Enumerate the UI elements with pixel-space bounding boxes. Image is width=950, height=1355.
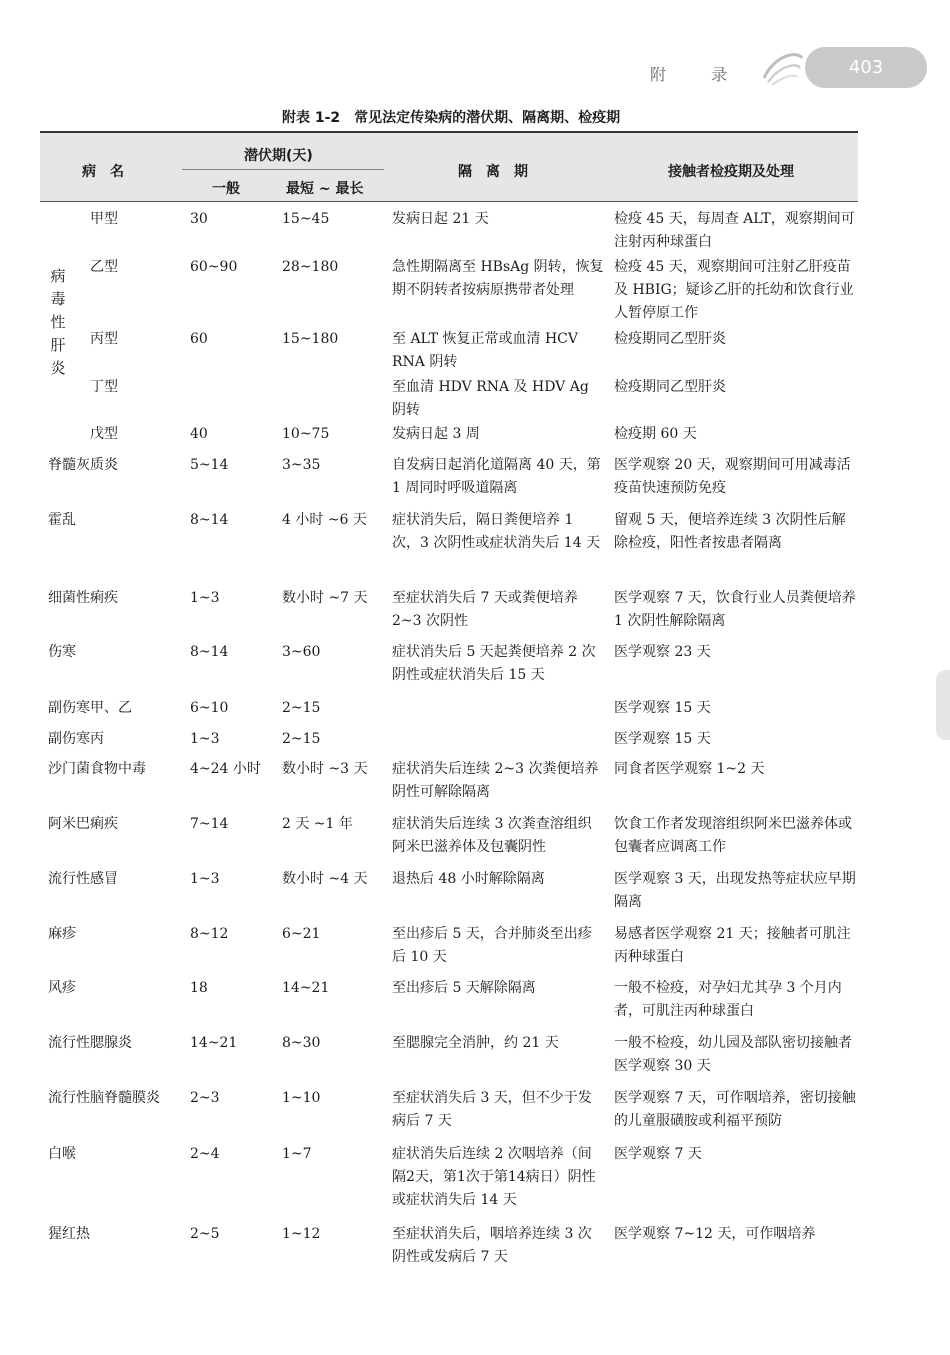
incubation-typical: 5~14 xyxy=(190,457,229,473)
quarantine-period: 易感者医学观察 21 天；接触者可肌注丙种球蛋白 xyxy=(614,926,851,965)
disease-name: 风疹 xyxy=(48,980,76,996)
isolation-period: 症状消失后，隔日粪便培养 1 次，3 次阴性或症状消失后 14 天 xyxy=(392,512,601,551)
incubation-typical: 8~12 xyxy=(190,926,229,942)
incubation-typical: 1~3 xyxy=(190,731,220,747)
quarantine-period: 饮食工作者发现溶组织阿米巴滋养体或包囊者应调离工作 xyxy=(614,816,852,855)
disease-name: 细菌性痢疾 xyxy=(48,590,118,606)
incubation-range: 4 小时 ~6 天 xyxy=(282,512,367,528)
disease-name: 霍乱 xyxy=(48,512,76,528)
incubation-range: 2~15 xyxy=(282,700,321,716)
incubation-range: 14~21 xyxy=(282,980,330,996)
incubation-typical: 8~14 xyxy=(190,512,229,528)
quarantine-period: 医学观察 7 天 xyxy=(614,1146,702,1162)
disease-name: 阿米巴痢疾 xyxy=(48,816,118,832)
incubation-typical: 14~21 xyxy=(190,1035,238,1051)
isolation-period: 至血清 HDV RNA 及 HDV Ag 阴转 xyxy=(392,379,589,418)
isolation-period: 至腮腺完全消肿，约 21 天 xyxy=(392,1035,559,1051)
incubation-typical: 60~90 xyxy=(190,259,238,275)
incubation-range: 数小时 ~4 天 xyxy=(282,871,368,887)
isolation-period: 发病日起 21 天 xyxy=(392,211,489,227)
table-header xyxy=(40,131,858,202)
header-quarantine: 接触者检疫期及处理 xyxy=(668,164,794,180)
disease-name: 副伤寒甲、乙 xyxy=(48,700,132,716)
page-edge-shadow xyxy=(936,670,950,740)
header-range: 最短 ~ 最长 xyxy=(286,181,364,197)
quarantine-period: 检疫期同乙型肝炎 xyxy=(614,379,726,395)
hepatitis-group-label: 病毒性肝炎 xyxy=(50,267,66,377)
quarantine-period: 检疫 45 天，观察期间可注射乙肝疫苗及 HBIG；疑诊乙肝的托幼和饮食行业人暂停原工作 xyxy=(614,259,854,321)
incubation-range: 1~7 xyxy=(282,1146,312,1162)
isolation-period: 至出疹后 5 天解除隔离 xyxy=(392,980,536,996)
quarantine-period: 医学观察 23 天 xyxy=(614,644,711,660)
disease-name: 麻疹 xyxy=(48,926,76,942)
incubation-typical: 8~14 xyxy=(190,644,229,660)
disease-name: 戊型 xyxy=(90,426,118,442)
quarantine-period: 留观 5 天，便培养连续 3 次阴性后解除检疫，阳性者按患者隔离 xyxy=(614,512,846,551)
incubation-range: 1~10 xyxy=(282,1090,321,1106)
incubation-range: 28~180 xyxy=(282,259,339,275)
disease-name: 乙型 xyxy=(90,259,118,275)
incubation-typical: 4~24 小时 xyxy=(190,761,261,777)
quarantine-period: 医学观察 7 天，可作咽培养，密切接触的儿童服磺胺或利福平预防 xyxy=(614,1090,856,1129)
incubation-range: 1~12 xyxy=(282,1226,321,1242)
disease-name: 白喉 xyxy=(48,1146,76,1162)
table-caption: 附表 1-2 常见法定传染病的潜伏期、隔离期、检疫期 xyxy=(282,110,621,126)
incubation-typical: 2~4 xyxy=(190,1146,220,1162)
disease-name: 流行性脑脊髓膜炎 xyxy=(48,1090,160,1106)
disease-name: 伤寒 xyxy=(48,644,76,660)
incubation-range: 3~60 xyxy=(282,644,321,660)
quarantine-period: 医学观察 20 天，观察期间可用减毒活疫苗快速预防免疫 xyxy=(614,457,851,496)
incubation-range: 数小时 ~3 天 xyxy=(282,761,368,777)
header-disease: 病 名 xyxy=(82,164,124,180)
isolation-period: 至症状消失后 3 天，但不少于发病后 7 天 xyxy=(392,1090,592,1129)
disease-name: 丁型 xyxy=(90,379,118,395)
disease-name: 甲型 xyxy=(90,211,118,227)
quarantine-period: 检疫 45 天，每周查 ALT，观察期间可注射丙种球蛋白 xyxy=(614,211,855,250)
header-incubation: 潜伏期(天) xyxy=(244,148,313,164)
disease-name: 副伤寒丙 xyxy=(48,731,104,747)
incubation-typical: 2~3 xyxy=(190,1090,220,1106)
isolation-period: 症状消失后 5 天起粪便培养 2 次阴性或症状消失后 15 天 xyxy=(392,644,596,683)
incubation-typical: 18 xyxy=(190,980,208,996)
quarantine-period: 一般不检疫，对孕妇尤其孕 3 个月内者，可肌注丙种球蛋白 xyxy=(614,980,842,1019)
incubation-typical: 7~14 xyxy=(190,816,229,832)
isolation-period: 退热后 48 小时解除隔离 xyxy=(392,871,545,887)
header-isolation: 隔 离 期 xyxy=(458,164,528,180)
isolation-period: 至症状消失后 7 天或粪便培养 2~3 次阴性 xyxy=(392,590,578,629)
incubation-range: 6~21 xyxy=(282,926,321,942)
incubation-range: 15~45 xyxy=(282,211,330,227)
quarantine-period: 医学观察 15 天 xyxy=(614,700,711,716)
isolation-period: 症状消失后连续 2~3 次粪便培养阴性可解除隔离 xyxy=(392,761,599,800)
isolation-period: 至 ALT 恢复正常或血清 HCV RNA 阴转 xyxy=(392,331,578,370)
isolation-period: 症状消失后连续 3 次粪查溶组织阿米巴滋养体及包囊阴性 xyxy=(392,816,592,855)
isolation-period: 自发病日起消化道隔离 40 天，第 1 周同时呼吸道隔离 xyxy=(392,457,601,496)
incubation-typical: 30 xyxy=(190,211,208,227)
isolation-period: 发病日起 3 周 xyxy=(392,426,480,442)
disease-name: 流行性腮腺炎 xyxy=(48,1035,132,1051)
incubation-typical: 1~3 xyxy=(190,871,220,887)
incubation-typical: 2~5 xyxy=(190,1226,220,1242)
isolation-period: 至出疹后 5 天，合并肺炎至出疹后 10 天 xyxy=(392,926,592,965)
incubation-typical: 1~3 xyxy=(190,590,220,606)
section-title: 附 录 xyxy=(650,65,748,84)
isolation-period: 至症状消失后，咽培养连续 3 次阴性或发病后 7 天 xyxy=(392,1226,592,1265)
incubation-range: 8~30 xyxy=(282,1035,321,1051)
incubation-typical: 6~10 xyxy=(190,700,229,716)
quarantine-period: 医学观察 15 天 xyxy=(614,731,711,747)
quarantine-period: 同食者医学观察 1~2 天 xyxy=(614,761,765,777)
isolation-period: 急性期隔离至 HBsAg 阴转，恢复期不阴转者按病原携带者处理 xyxy=(392,259,604,298)
incubation-range: 3~35 xyxy=(282,457,321,473)
header-divider xyxy=(182,169,384,170)
incubation-range: 2 天 ~1 年 xyxy=(282,816,353,832)
quarantine-period: 医学观察 7~12 天，可作咽培养 xyxy=(614,1226,816,1242)
incubation-range: 2~15 xyxy=(282,731,321,747)
disease-name: 流行性感冒 xyxy=(48,871,118,887)
disease-name: 沙门菌食物中毒 xyxy=(48,761,146,777)
disease-name: 猩红热 xyxy=(48,1226,90,1242)
quarantine-period: 医学观察 3 天，出现发热等症状应早期隔离 xyxy=(614,871,856,910)
quarantine-period: 检疫期同乙型肝炎 xyxy=(614,331,726,347)
page-number: 403 xyxy=(805,47,927,88)
incubation-typical: 60 xyxy=(190,331,208,347)
incubation-range: 15~180 xyxy=(282,331,339,347)
quarantine-period: 检疫期 60 天 xyxy=(614,426,697,442)
swirl-logo-icon xyxy=(758,44,806,88)
quarantine-period: 一般不检疫，幼儿园及部队密切接触者医学观察 30 天 xyxy=(614,1035,852,1074)
incubation-range: 10~75 xyxy=(282,426,330,442)
isolation-period: 症状消失后连续 2 次咽培养（间隔2天，第1次于第14病日）阴性或症状消失后 14 天 xyxy=(392,1146,596,1208)
header-typical: 一般 xyxy=(212,181,240,197)
incubation-range: 数小时 ~7 天 xyxy=(282,590,368,606)
incubation-typical: 40 xyxy=(190,426,208,442)
disease-name: 丙型 xyxy=(90,331,118,347)
disease-name: 脊髓灰质炎 xyxy=(48,457,118,473)
quarantine-period: 医学观察 7 天，饮食行业人员粪便培养 1 次阴性解除隔离 xyxy=(614,590,856,629)
